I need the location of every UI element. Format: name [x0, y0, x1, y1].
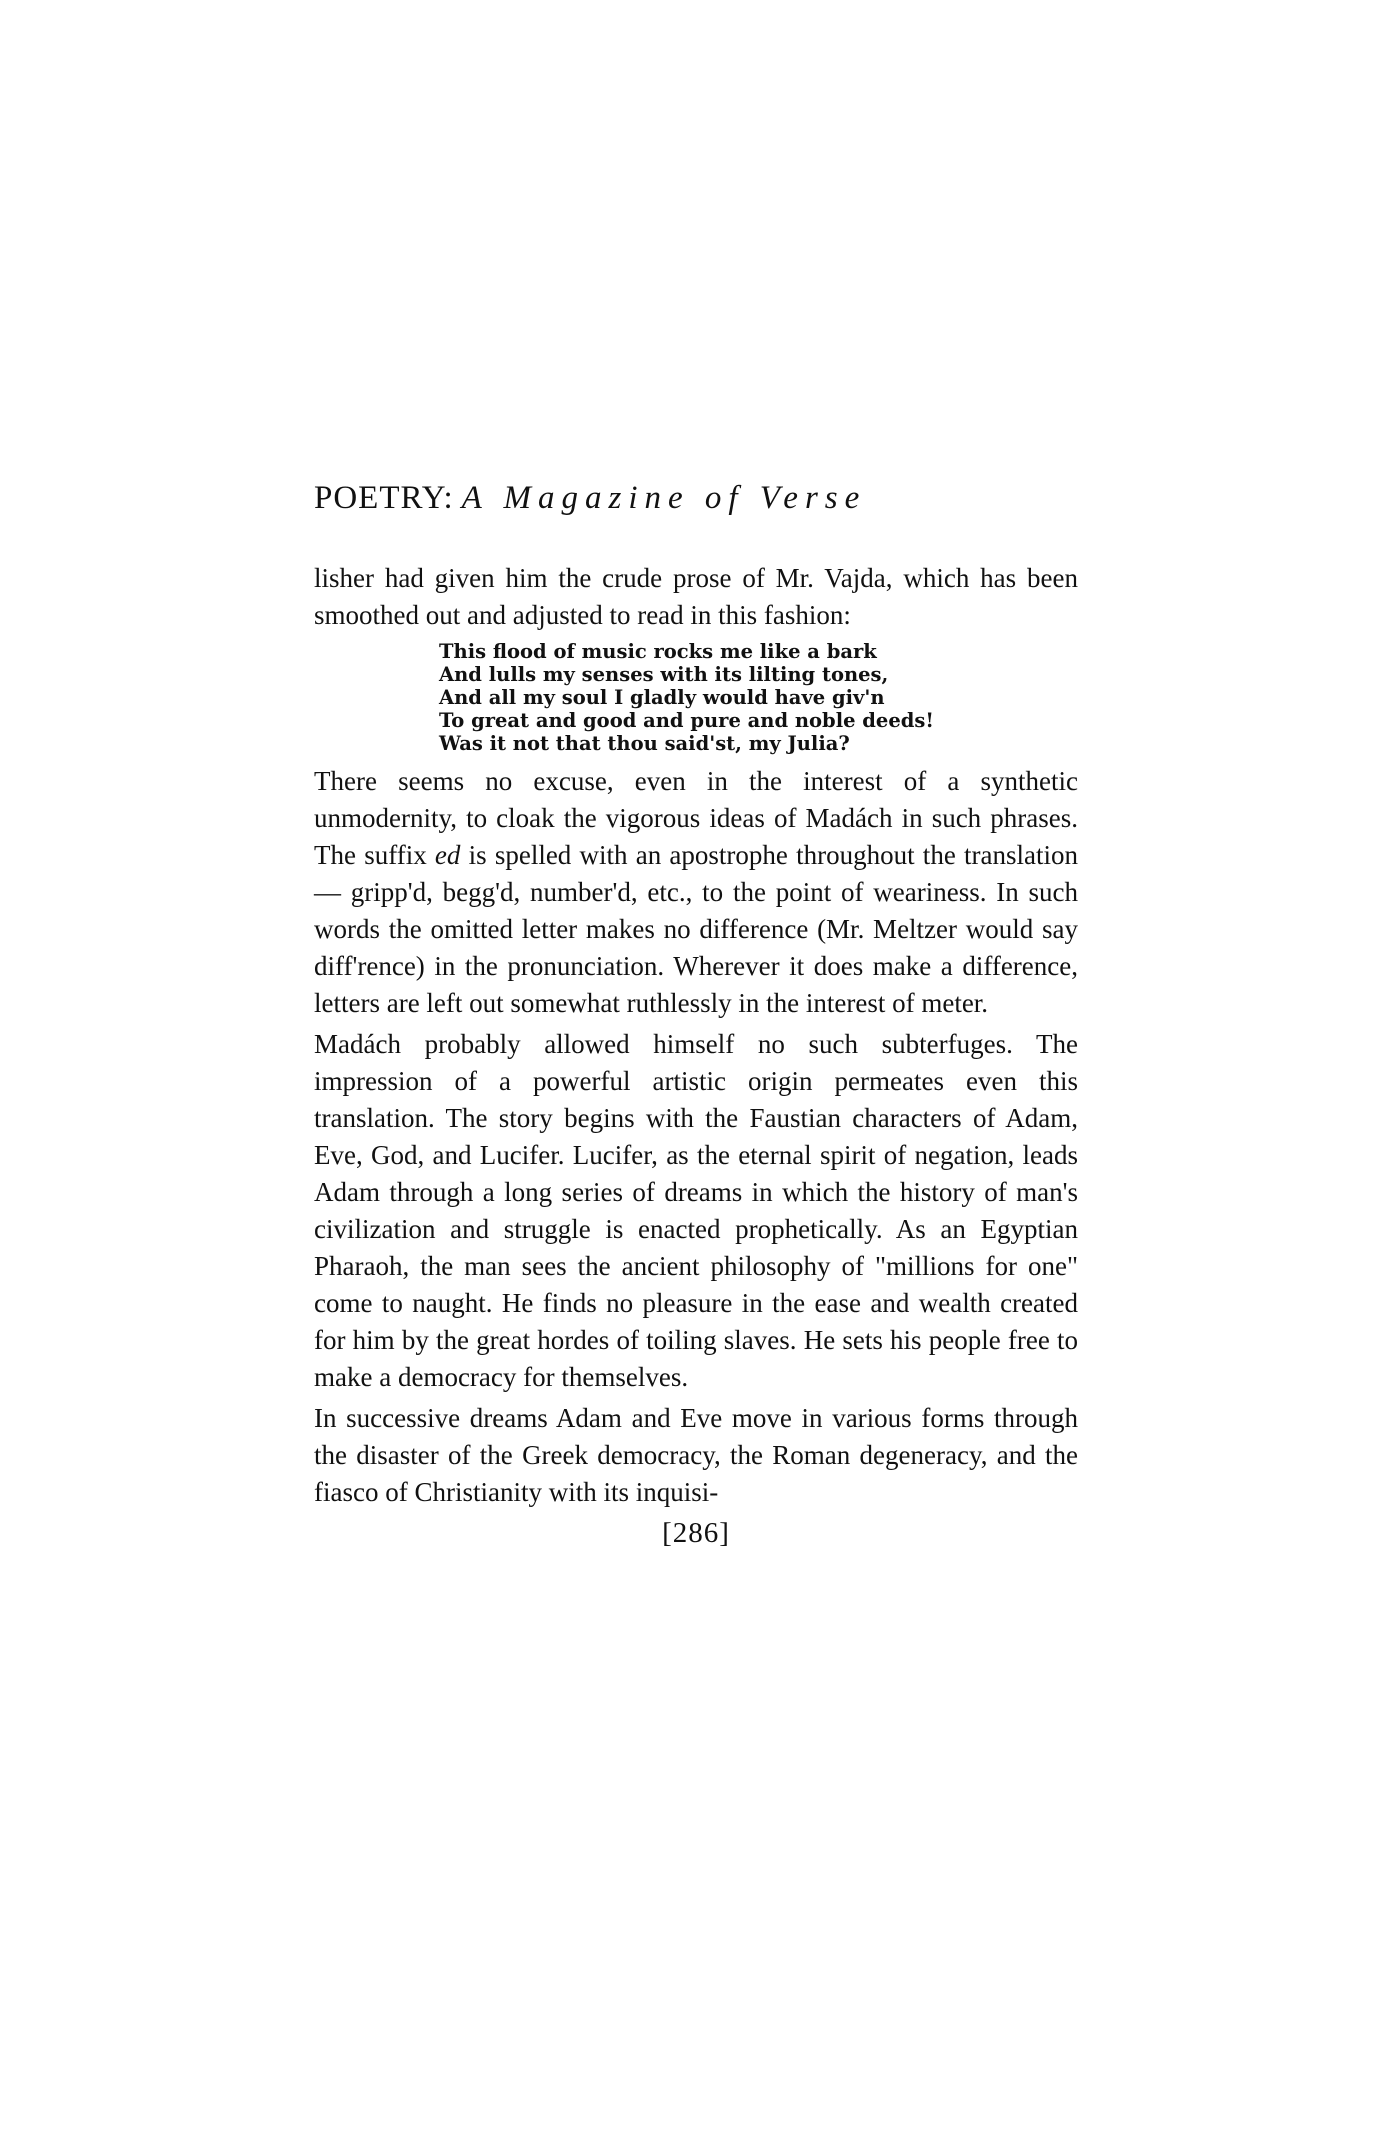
verse-quotation — [439, 640, 999, 755]
verse-line: This flood of music rocks me like a bark — [439, 640, 877, 663]
journal-subtitle: A Magazine of Verse — [461, 480, 867, 516]
verse-line: And lulls my senses with its lilting tones, — [439, 663, 889, 686]
running-head — [314, 480, 1078, 530]
journal-name: POETRY: — [314, 480, 454, 516]
book-page — [314, 480, 1078, 1550]
paragraph-story-summary: Madách probably allowed himself no such subterfuges. The impression of a powerful artistic origin permeates even this translation. The story begins with the Faustian characters of Adam, Eve, God, and Lucifer. Lucifer, as the eternal spirit of negation, leads Adam through a long series of dreams in which the history of man's civilization and struggle is enacted prophetically. As an Egyptian Pharaoh, the man sees the ancient philosophy of "millions for one" come to naught. He finds no pleasure in the ease and wealth created for him by the great hordes of toiling slaves. He sets his people free to make a democracy for themselves. — [314, 1029, 1078, 1392]
opening-paragraph: lisher had given him the crude prose of Mr. Vajda, which has been smoothed out and adjusted to read in this fashion: — [314, 563, 1078, 630]
verse-line: To great and good and pure and noble deeds! — [439, 709, 934, 732]
verse-line: Was it not that thou said'st, my Julia? — [439, 732, 850, 755]
italic-suffix: ed — [434, 840, 461, 870]
paragraph-dreams: In successive dreams Adam and Eve move in various forms through the disaster of the Greek democracy, the Roman degeneracy, and the fiasco of Christianity with its inquisi- — [314, 1403, 1078, 1507]
paragraph-translation-critique — [314, 763, 1078, 1022]
page-number: [286] — [662, 1517, 730, 1549]
paragraph-text: There seems no excuse, even in the interest of a synthetic unmodernity, to cloak the vigorous ideas of Madách in such phrases. The suffix — [314, 766, 1078, 870]
verse-line: And all my soul I gladly would have giv'n — [439, 686, 885, 709]
body-text — [314, 560, 1078, 1511]
paragraph-text: is spelled with an apostrophe throughout the translation — gripp'd, begg'd, number'd, etc., to the point of weariness. In such words the omitted letter makes no difference (Mr. Meltzer would say diff'rence) in the pronunciation. Wherever it does make a difference, letters are left out somewhat ruthlessly in the interest of meter. — [314, 840, 1078, 1018]
